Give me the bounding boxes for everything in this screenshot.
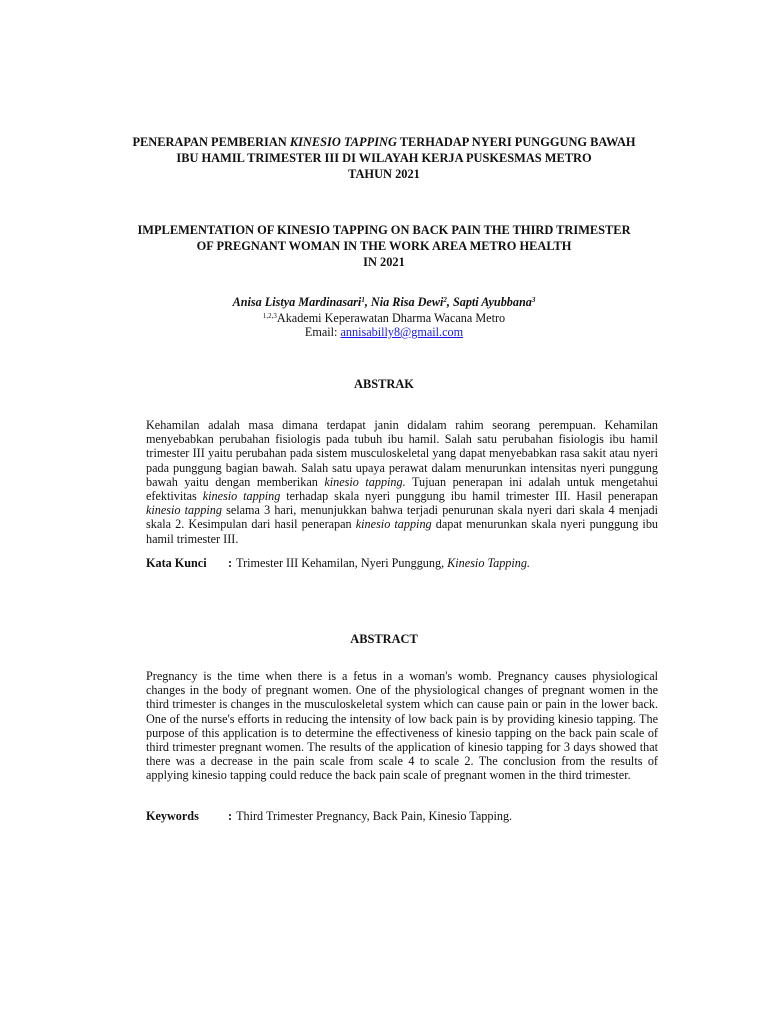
kata-kunci-label: Kata Kunci	[146, 556, 207, 570]
kata-kunci-text: Trimester III Kehamilan, Nyeri Punggung,	[236, 556, 448, 570]
affiliation: $^{1,2,3}$Akademi Keperawatan Dharma Wacana Metro	[262, 311, 506, 325]
abstrak-heading: ABSTRAK	[354, 377, 414, 391]
title-id-italic: KINESIO TAPPING	[289, 135, 397, 149]
title-en-line1: IMPLEMENTATION OF KINESIO TAPPING ON BACK PAIN THE THIRD TRIMESTER	[137, 223, 631, 237]
author-names: Anisa Listya Mardinasari$^1$, Nia Risa Dewi$^2$, Sapti Ayubbana$^3$	[232, 295, 536, 309]
title-en-line3: IN 2021	[363, 255, 405, 269]
email-line: Email: annisabilly8@gmail.com	[304, 325, 464, 339]
title-en-line2: OF PREGNANT WOMAN IN THE WORK AREA METRO HEALTH	[196, 239, 572, 253]
title-english	[110, 222, 658, 270]
author-block	[110, 293, 658, 339]
title-id-line3: TAHUN 2021	[348, 167, 420, 181]
abstract-body: Pregnancy is the time when there is a fetus in a woman's womb. Pregnancy causes physiological changes in the body of pregnant women. One of the physiological changes of pregnant women in the third trimester is changes in the musculoskeletal system which can cause pain or pain in the lower back. One of the nurse's efforts in reducing the intensity of low back pain is by providing kinesio tapping. The purpose of this application is to determine the effectiveness of kinesio tapping on the back pain scale of third trimester pregnant women. The results of the application of kinesio tapping for 3 days showed that there was a decrease in the pain scale from scale 4 to scale 2. The conclusion from the results of applying kinesio tapping could reduce the back pain scale of pregnant women in the third trimester.	[146, 669, 658, 783]
title-indonesian	[110, 134, 658, 182]
keywords: Keywords : Third Trimester Pregnancy, Back Pain, Kinesio Tapping.	[146, 809, 513, 823]
kata-kunci: Kata Kunci : Trimester III Kehamilan, Nyeri Punggung, Kinesio Tapping.	[146, 556, 531, 570]
abstract-heading: ABSTRACT	[350, 632, 418, 646]
abstrak-body: Kehamilan adalah masa dimana terdapat janin didalam rahim seorang perempuan. Kehamilan menyebabkan perubahan fisiologis pada tubuh ibu hamil. Salah satu perubahan fisiologis ibu hamil trimester III yaitu perubahan pada sistem musculoskeletal yang dapat menyebabkan rasa sakit atau nyeri pada punggung bagian bawah. Salah satu upaya perawat dalam menurunkan intensitas nyeri punggung bawah yaitu dengan memberikan kinesio tapping. Tujuan penerapan ini adalah untuk mengetahui efektivitas kinesio tapping terhadap skala nyeri punggung ibu hamil trimester III. Hasil penerapan kinesio tapping selama 3 hari, menunjukkan bahwa terjadi penurunan skala nyeri dari skala 4 menjadi skala 2. Kesimpulan dari hasil penerapan kinesio tapping dapat menurunkan skala nyeri punggung ibu hamil trimester III.	[146, 418, 659, 546]
keywords-text: Third Trimester Pregnancy, Back Pain, Kinesio Tapping.	[236, 809, 513, 823]
title-id-line2: IBU HAMIL TRIMESTER III DI WILAYAH KERJA PUSKESMAS METRO	[176, 151, 592, 165]
email-link[interactable]: annisabilly8@gmail.com	[340, 325, 464, 339]
title-id-line1: PENERAPAN PEMBERIAN KINESIO TAPPING TERHADAP NYERI PUNGGUNG BAWAH	[132, 135, 636, 149]
keywords-label: Keywords	[146, 809, 199, 823]
